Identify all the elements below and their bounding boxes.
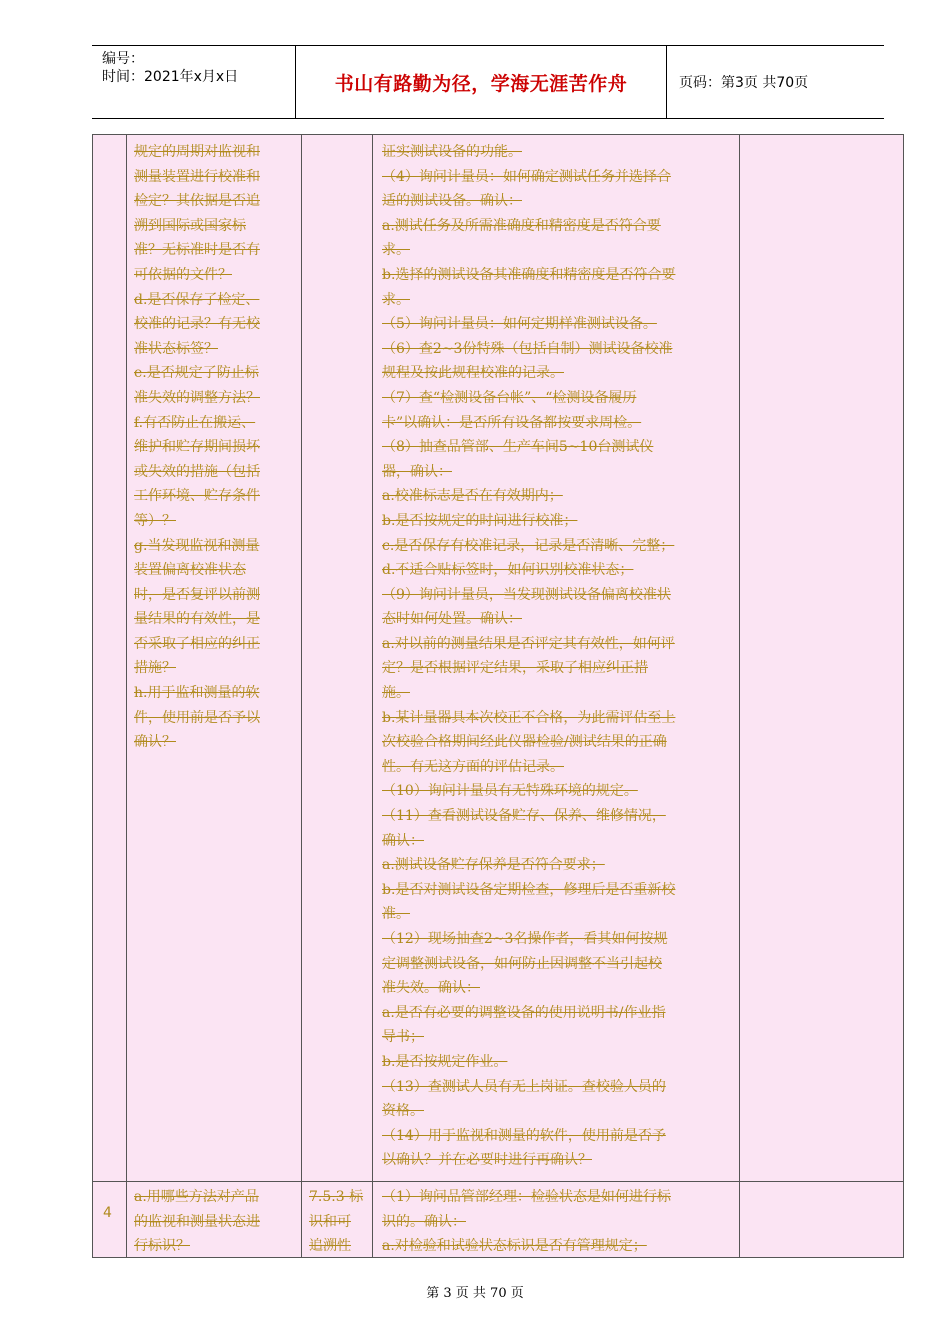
cell-text-line: 导书；	[382, 1029, 424, 1046]
doc-date-label: 时间：2021年x月x日	[102, 69, 239, 85]
cell-text-line: （4）询问计量员：如何确定测试任务并选择合	[382, 168, 671, 185]
cell-text-line: 规程及按此规程校准的记录。	[382, 365, 564, 382]
cell-text-line: （9）询问计量员，当发现测试设备偏离校准状	[382, 586, 671, 603]
cell-text-line: b.是否按规定的时间进行校准；	[382, 512, 578, 529]
cell-text-line: （11）查看测试设备贮存、保养、维修情况，	[382, 808, 666, 825]
cell-text-line: 装置偏离校准状态	[134, 562, 246, 579]
cell-text-line: b.某计量器具本次校正不合格，为此需评估至上	[382, 709, 676, 726]
cell-text-line: a.用哪些方法对产品	[134, 1189, 259, 1205]
cell-text-line: 定调整测试设备，如何防止因调整不当引起校	[382, 955, 662, 972]
cell-text-line: h.用于监和测量的软	[134, 685, 260, 702]
row4-method-cell	[382, 1185, 732, 1259]
cell-text-line: 检定？其依据是否追	[134, 193, 260, 210]
cell-text-line: 准失效。确认：	[382, 980, 480, 997]
cell-text-line: 施。	[382, 685, 410, 702]
column-divider	[301, 135, 302, 1257]
cell-text-line: 准？无标准时是否有	[134, 242, 260, 259]
cell-text-line: 维护和贮存期间损坏	[134, 439, 260, 456]
cell-text-line: f.有否防止在搬运、	[134, 414, 256, 431]
cell-text-line: 适的测试设备。确认：	[382, 193, 522, 210]
cell-text-line: d.是否保存了检定、	[134, 291, 260, 308]
cell-text-line: 等）？	[134, 512, 176, 529]
header-motto-cell	[295, 46, 667, 118]
cell-text-line: a.对检验和试验状态标识是否有管理规定；	[382, 1238, 647, 1255]
cell-text-line: 时，是否复评以前测	[134, 586, 260, 603]
row4-question-cell	[134, 1185, 294, 1259]
cell-text-line: 资格。	[382, 1103, 424, 1120]
cell-text-line: a.测试设备贮存保养是否符合要求；	[382, 857, 605, 874]
cell-text-line: 测量装置进行校准和	[134, 168, 260, 185]
cell-text-line: a.是否有必要的调整设备的使用说明书/作业指	[382, 1004, 666, 1021]
cell-text-line: 性。有无这方面的评估记录。	[382, 758, 564, 775]
cell-text-line: 工作环境、贮存条件	[134, 488, 260, 505]
row3-method-cell	[382, 140, 732, 1173]
cell-text-line: 规定的周期对监视和	[134, 144, 260, 160]
cell-text-line: 件，使用前是否予以	[134, 709, 260, 726]
column-divider	[126, 135, 127, 1257]
cell-text-line: 或失效的措施（包括	[134, 463, 260, 480]
cell-text-line: （5）询问计量员：如何定期样准测试设备。	[382, 316, 657, 333]
cell-text-line: 卡”以确认：是否所有设备都按要求周检。	[382, 414, 642, 431]
cell-text-line: 追溯性	[309, 1238, 351, 1255]
cell-text-line: （14）用于监视和测量的软件，使用前是否予	[382, 1127, 666, 1144]
cell-text-line: 7.5.3 标	[309, 1189, 364, 1205]
audit-table	[92, 134, 904, 1258]
row4-number: 4	[103, 1205, 112, 1221]
header-meta	[92, 46, 295, 118]
cell-text-line: （8）抽查品管部、生产车间5~10台测试仪	[382, 439, 654, 456]
cell-text-line: 校准的记录？有无校	[134, 316, 260, 333]
cell-text-line: （12）现场抽查2~3名操作者，看其如何按规	[382, 931, 668, 947]
cell-text-line: 定？是否根据评定结果，采取了相应纠正措	[382, 660, 648, 677]
cell-text-line: 的监视和测量状态进	[134, 1213, 260, 1230]
cell-text-line: 否采取了相应的纠正	[134, 635, 260, 652]
cell-text-line: 量结果的有效性，是	[134, 611, 260, 628]
column-divider	[372, 135, 373, 1257]
cell-text-line: a.对以前的测量结果是否评定其有效性，如何评	[382, 635, 675, 652]
header-motto: 书山有路勤为径，学海无涯苦作舟	[334, 72, 628, 95]
cell-text-line: 确认？	[134, 734, 176, 751]
cell-text-line: 行标识？	[134, 1238, 190, 1255]
cell-text-line: （1）询问品管部经理：检验状态是如何进行标	[382, 1189, 671, 1205]
cell-text-line: 识和可	[309, 1213, 351, 1230]
cell-text-line: 器，确认：	[382, 463, 452, 480]
cell-text-line: b.是否按规定作业。	[382, 1053, 508, 1070]
cell-text-line: 准状态标签？	[134, 340, 218, 357]
header-page-number: 页码：第3页 共70页	[679, 75, 809, 91]
cell-text-line: e.是否规定了防止标	[134, 365, 259, 382]
cell-text-line: 准。	[382, 906, 410, 923]
column-divider	[739, 135, 740, 1257]
cell-text-line: （10）询问计量员有无特殊环境的规定。	[382, 783, 638, 800]
cell-text-line: 态时如何处置。确认：	[382, 611, 522, 628]
cell-text-line: c.是否保存有校准记录，记录是否清晰、完整；	[382, 537, 675, 554]
page-footer: 第 3 页 共 70 页	[426, 1286, 524, 1301]
cell-text-line: 以确认？并在必要时进行再确认？	[382, 1152, 592, 1169]
cell-text-line: 识的。确认：	[382, 1213, 466, 1230]
cell-text-line: 措施？	[134, 660, 176, 677]
cell-text-line: 可依据的文件？	[134, 266, 232, 283]
cell-text-line: 求。	[382, 291, 410, 308]
page-header	[92, 45, 884, 119]
doc-number-label: 编号：	[102, 51, 144, 67]
cell-text-line: 次校验合格期间经此仪器检验/测试结果的正确	[382, 734, 667, 751]
row-divider	[93, 1181, 903, 1182]
cell-text-line: 证实测试设备的功能。	[382, 144, 522, 160]
cell-text-line: d.不适合贴标签时，如何识别校准状态；	[382, 562, 634, 579]
cell-text-line: b.选择的测试设备其准确度和精密度是否符合要	[382, 266, 676, 283]
cell-text-line: 求。	[382, 242, 410, 259]
row3-question-cell	[134, 140, 294, 755]
cell-text-line: g.当发现监视和测量	[134, 537, 260, 554]
cell-text-line: b.是否对测试设备定期检查，修理后是否重新校	[382, 881, 676, 898]
cell-text-line: 确认：	[382, 832, 424, 849]
cell-text-line: 溯到国际或国家标	[134, 217, 246, 234]
header-page-cell	[667, 46, 884, 118]
cell-text-line: （13）查测试人员有无上岗证。查校验人员的	[382, 1078, 666, 1095]
cell-text-line: a.校准标志是否在有效期内；	[382, 488, 563, 505]
cell-text-line: （7）查“检测设备台帐”、“检测设备履历	[382, 389, 637, 406]
row4-clause-cell	[309, 1185, 367, 1259]
cell-text-line: 准失效的调整方法？	[134, 389, 260, 406]
cell-text-line: （6）查2~3份特殊（包括自制）测试设备校准	[382, 340, 673, 357]
cell-text-line: a.测试任务及所需准确度和精密度是否符合要	[382, 217, 661, 234]
